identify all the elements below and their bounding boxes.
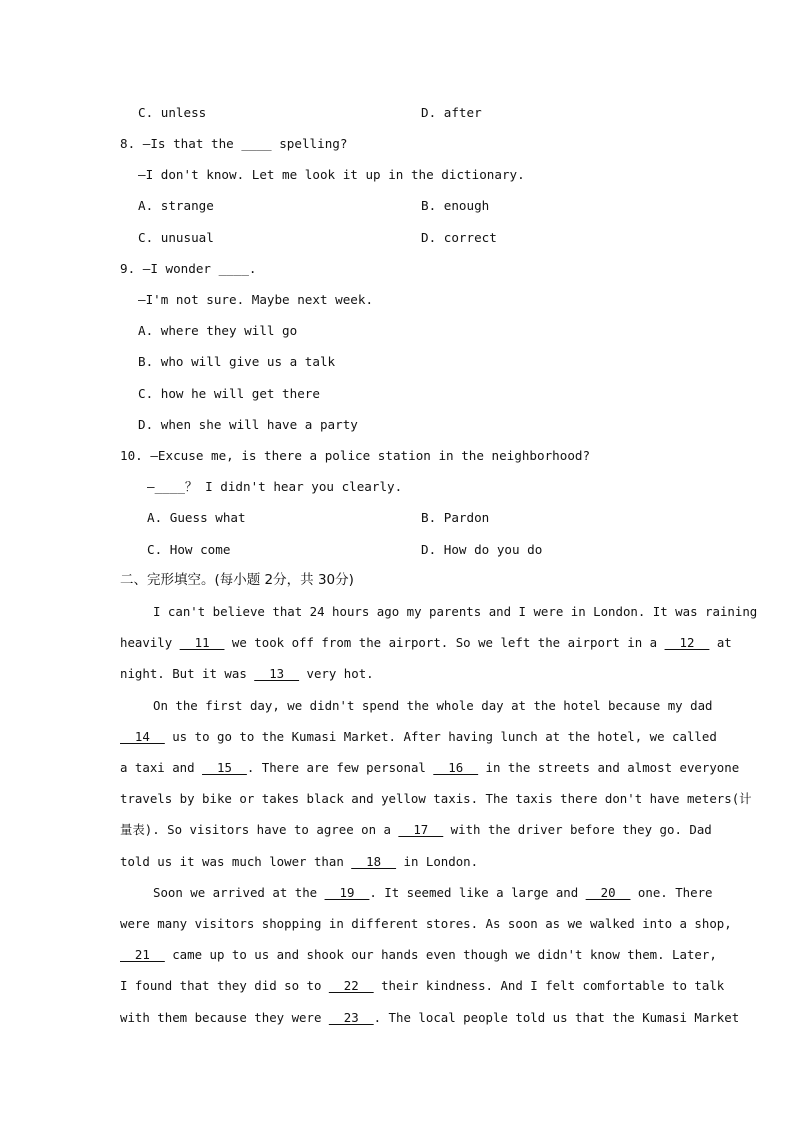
- passage-line: On the first day, we didn't spend the whole day at the hotel because my dad: [153, 698, 713, 713]
- blank-11: __11__: [179, 635, 225, 650]
- q8-reply: —I don't know. Let me look it up in the dictionary.: [138, 167, 525, 182]
- q8-option-a: A. strange: [138, 198, 214, 213]
- blank-17: __17__: [398, 822, 444, 837]
- blank-16: __16__: [433, 760, 479, 775]
- q9-stem: 9. —I wonder ____.: [120, 261, 257, 276]
- blank-22: __22__: [328, 978, 374, 993]
- blank-21: __21__: [120, 947, 165, 962]
- passage-line: heavily __11__ we took off from the airport. So we left the airport in a __12__ at: [120, 635, 732, 650]
- passage-line: __14__ us to go to the Kumasi Market. After having lunch at the hotel, we called: [120, 729, 717, 744]
- passage-line: 量表). So visitors have to agree on a __17__ with the driver before they go. Dad: [120, 822, 712, 837]
- passage-line: travels by bike or takes black and yellow taxis. The taxis there don't have meters(计: [120, 791, 752, 806]
- blank-14: __14__: [120, 729, 165, 744]
- passage-line: I found that they did so to __22__ their kindness. And I felt comfortable to talk: [120, 978, 725, 993]
- q8-option-b: B. enough: [421, 198, 490, 213]
- q10-option-a: A. Guess what: [147, 510, 246, 525]
- blank-13: __13__: [254, 666, 300, 681]
- section-heading: 二、完形填空。(每小题 2分，共 30分): [120, 572, 354, 588]
- passage-line: Soon we arrived at the __19__. It seemed like a large and __20__ one. There: [153, 885, 713, 900]
- q10-option-b: B. Pardon: [421, 510, 490, 525]
- blank-18: __18__: [351, 854, 397, 869]
- passage-line: night. But it was __13__ very hot.: [120, 666, 374, 681]
- q8-option-c: C. unusual: [138, 230, 214, 245]
- q8-stem: 8. —Is that the ____ spelling?: [120, 136, 348, 151]
- q10-stem: 10. —Excuse me, is there a police station in the neighborhood?: [120, 448, 591, 463]
- passage-line: a taxi and __15__. There are few personal __16__ in the streets and almost everyone: [120, 760, 740, 775]
- blank-19: __19__: [324, 885, 370, 900]
- passage-line: with them because they were __23__. The local people told us that the Kumasi Market: [120, 1010, 740, 1025]
- q9-reply: —I'm not sure. Maybe next week.: [138, 292, 374, 307]
- passage-line: told us it was much lower than __18__ in London.: [120, 854, 479, 869]
- blank-15: __15__: [202, 760, 247, 775]
- q10-option-c: C. How come: [147, 542, 231, 557]
- q9-option-c: C. how he will get there: [138, 386, 320, 401]
- q9-option-d: D. when she will have a party: [138, 417, 358, 432]
- blank-23: __23__: [328, 1010, 374, 1025]
- q10-option-d: D. How do you do: [421, 542, 543, 557]
- q9-option-a: A. where they will go: [138, 323, 298, 338]
- q8-option-d: D. correct: [421, 230, 497, 245]
- blank-12: __12__: [664, 635, 710, 650]
- q10-reply: —____？ I didn't hear you clearly.: [147, 479, 403, 494]
- passage-line: I can't believe that 24 hours ago my parents and I were in London. It was raining: [153, 604, 758, 619]
- passage-line: were many visitors shopping in different stores. As soon as we walked into a shop,: [120, 916, 732, 931]
- blank-20: __20__: [585, 885, 631, 900]
- passage-line: __21__ came up to us and shook our hands even though we didn't know them. Later,: [120, 947, 717, 962]
- q7-option-c: C. unless: [138, 105, 207, 120]
- q9-option-b: B. who will give us a talk: [138, 354, 336, 369]
- q7-option-d: D. after: [421, 105, 482, 120]
